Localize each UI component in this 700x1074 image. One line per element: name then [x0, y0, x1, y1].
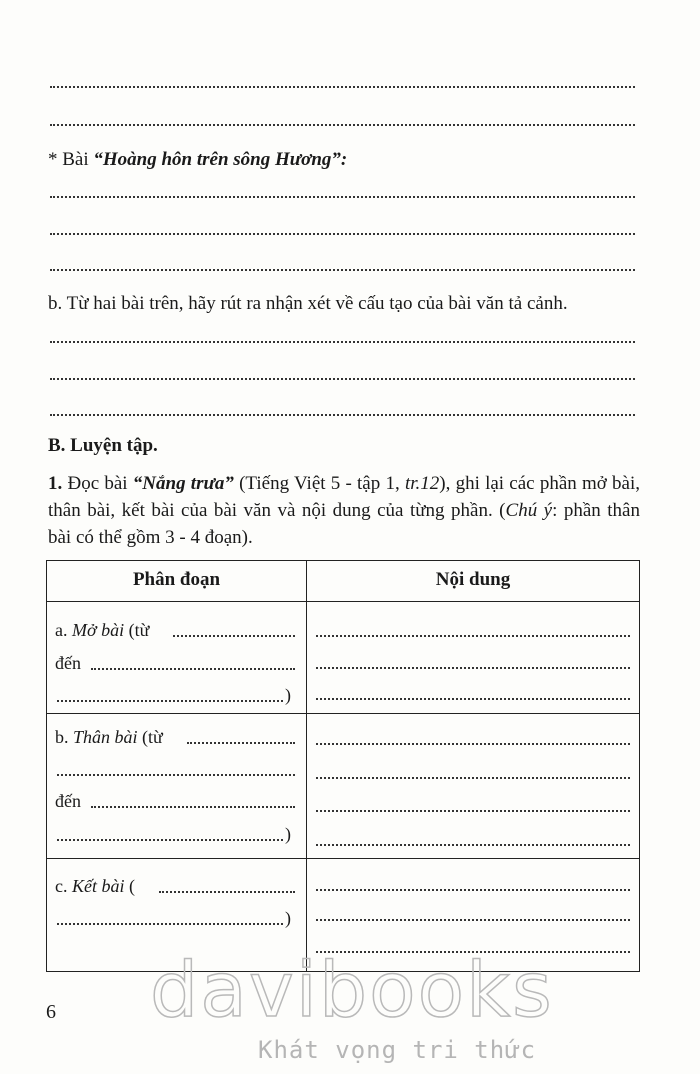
than-bai-label — [55, 727, 163, 748]
row-open: (từ — [137, 727, 163, 747]
note-text: : phần thân bài có thể gồm 3 - 4 đoạn). — [48, 500, 640, 548]
row-label: Mở bài — [72, 620, 125, 640]
noi-dung-dots — [316, 777, 630, 779]
answer-dots — [173, 635, 295, 637]
row-label: Thân bài — [73, 727, 138, 747]
answer-line — [50, 269, 635, 271]
noi-dung-dots — [316, 743, 630, 745]
row-label: Kết bài — [72, 876, 125, 896]
answer-dots — [57, 923, 283, 925]
watermark-tagline: Khát vọng tri thức — [258, 1036, 537, 1064]
noi-dung-dots — [316, 698, 630, 700]
exercise-number: 1. — [48, 473, 63, 494]
exercise-title: “Nắng trưa” — [132, 473, 234, 494]
answer-dots — [57, 774, 295, 776]
close-paren: ) — [285, 824, 291, 844]
answer-line — [50, 124, 635, 126]
mo-bai-label — [55, 620, 149, 641]
noi-dung-dots — [316, 844, 630, 846]
phan-doan-table — [46, 560, 640, 972]
close-paren: ) — [285, 685, 291, 705]
close-paren: ) — [285, 908, 291, 928]
row-prefix: c. — [55, 876, 72, 896]
exercise-text: (Tiếng Việt 5 - tập 1, — [233, 473, 405, 494]
noi-dung-dots — [316, 810, 630, 812]
row-divider — [47, 858, 639, 859]
page-number: 6 — [46, 1001, 56, 1023]
noi-dung-dots — [316, 889, 630, 891]
answer-line — [50, 414, 635, 416]
bai-hoang-hon-heading — [48, 148, 347, 172]
section-heading-luyen-tap: B. Luyện tập. — [48, 435, 158, 456]
question-b: b. Từ hai bài trên, hãy rút ra nhận xét về cấu tạo của bài văn tả cảnh. — [48, 293, 568, 314]
ket-bai-label — [55, 876, 135, 897]
den-label: đến — [55, 653, 81, 673]
den-label: đến — [55, 791, 81, 811]
row-prefix: a. — [55, 620, 72, 640]
column-divider — [306, 561, 307, 971]
row-divider — [47, 713, 639, 714]
row-divider — [47, 601, 639, 602]
answer-line — [50, 196, 635, 198]
bai-title: “Hoàng hôn trên sông Hương”: — [93, 149, 348, 170]
exercise-ref: tr.12 — [404, 473, 440, 494]
exercise-text: ), ghi lại các phần mở bài, thân bài, kết bài của bài văn và nội dung của từng phần. ( — [48, 473, 640, 521]
answer-line — [50, 86, 635, 88]
answer-dots — [91, 806, 295, 808]
davibooks-watermark: davibooks — [150, 945, 554, 1034]
noi-dung-dots — [316, 919, 630, 921]
answer-dots — [159, 891, 295, 893]
header-noi-dung: Nội dung — [435, 569, 511, 590]
bai-prefix: * Bài — [48, 149, 94, 170]
answer-dots — [91, 668, 295, 670]
row-open: (từ — [124, 620, 150, 640]
answer-line — [50, 341, 635, 343]
answer-dots — [57, 700, 283, 702]
answer-line — [50, 233, 635, 235]
header-phan-doan: Phân đoạn — [132, 569, 221, 590]
row-prefix: b. — [55, 727, 73, 747]
noi-dung-dots — [316, 635, 630, 637]
answer-dots — [57, 839, 283, 841]
row-open: ( — [124, 876, 135, 896]
noi-dung-dots — [316, 667, 630, 669]
answer-line — [50, 378, 635, 380]
exercise-1-text — [48, 470, 640, 551]
note-label: Chú ý — [505, 500, 553, 521]
answer-dots — [187, 742, 295, 744]
exercise-text: Đọc bài — [62, 473, 133, 494]
